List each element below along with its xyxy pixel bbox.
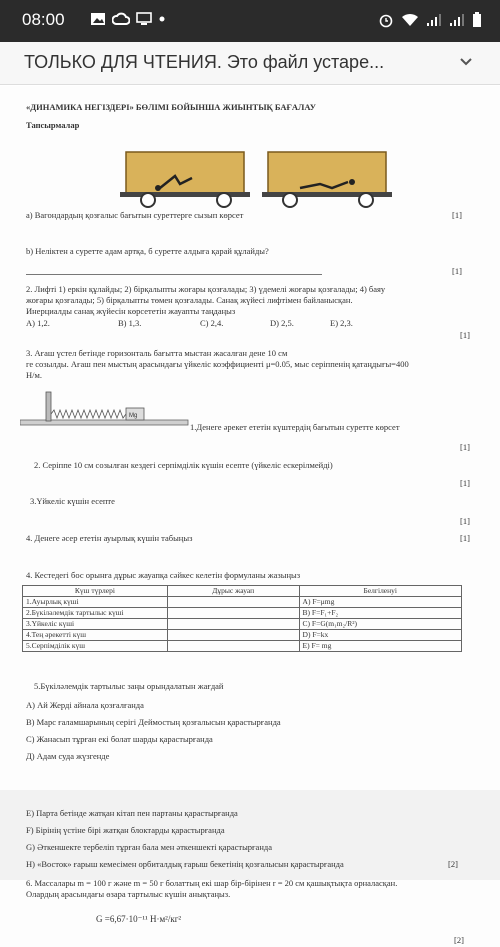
- signal-2-icon: [449, 13, 465, 27]
- q4-text: 4. Кестедегі бос орынға дұрыс жауапқа сәйкес келетін формуланы жазыңыз: [26, 570, 301, 580]
- table-header-row: [23, 586, 462, 597]
- table-row: [23, 597, 462, 608]
- q5-option-g: G) Әткеншекте тербеліп тұрған бала мен әткеншекті қарастырғанда: [26, 842, 272, 852]
- q3-1-text: 1.Денеге әрекет ететін күштердің бағытын суретте көрсет: [190, 422, 400, 432]
- q3-4-text: 4. Денеге әсер ететін ауырлық күшін табыңыз: [26, 533, 193, 543]
- q5-option-e: E) Парта бетінде жатқан кітап пен партаны қарастырғанда: [26, 808, 238, 818]
- q2-option-a: A) 1,2.: [26, 318, 50, 328]
- wifi-icon: [401, 13, 419, 27]
- q3-3-mark: [1]: [460, 516, 470, 526]
- q1a-text: а) Вагондардың қозғалыс бағытын суреттерге сызып көрсет: [26, 210, 244, 220]
- table-row: [23, 630, 462, 641]
- dot-icon: [158, 15, 166, 23]
- status-bar: [0, 0, 500, 42]
- tasks-label: Тапсырмалар: [26, 120, 80, 130]
- table-row: [23, 641, 462, 652]
- read-only-banner[interactable]: [0, 42, 500, 85]
- image-icon: [90, 12, 106, 26]
- table-header: Күш түрлері: [23, 586, 168, 597]
- q3-line2: ге созылды. Ағаш пен мыстың арасындағы үйкеліс коэффициенті μ=0.05, мыс серіппенің қатаңдығы=400: [26, 359, 409, 369]
- table-cell: 1.Ауырлық күші: [23, 597, 168, 608]
- cloud-icon: [112, 12, 130, 26]
- wagon-a: [120, 152, 250, 207]
- q2-option-e: E) 2,3.: [330, 318, 353, 328]
- alarm-icon: [378, 12, 394, 28]
- formula-table: [22, 585, 462, 652]
- q3-3-text: 3.Үйкеліс күшін есепте: [30, 496, 115, 506]
- table-header: Белгіленуі: [299, 586, 461, 597]
- gravitational-constant: G =6,67·10⁻¹¹ Н·м²/кг²: [96, 914, 182, 924]
- q3-line1: 3. Ағаш үстел бетінде горизонталь бағытта мыстан жасалған дене 10 см: [26, 348, 288, 358]
- q3-2-text: 2. Серіппе 10 см созылған кездегі серпімділік күшін есепте (үйкеліс ескерілмейді): [34, 460, 333, 470]
- q2-line1: 2. Лифті 1) еркін құлайды; 2) бірқалыпты жоғары қозғалады; 3) үдемелі жоғары қозғалады; 4) баяу: [26, 284, 386, 294]
- table-row: [23, 619, 462, 630]
- battery-icon: [472, 12, 482, 28]
- q1b-text: b) Неліктен а суретте адам артқа, б суретте алдыға қарай құлайды?: [26, 246, 269, 256]
- q5-option-d: Д) Адам суда жүзгенде: [26, 751, 110, 761]
- q5-option-b: B) Марс ғаламшарының серігі Деймостың қозғалысын қарастырғанда: [26, 717, 281, 727]
- block-label: Mg: [129, 413, 138, 419]
- answer-line: [26, 274, 322, 275]
- wagons-illustration: [120, 148, 392, 210]
- q1a-mark: [1]: [452, 210, 462, 220]
- notification-icons: [90, 12, 166, 26]
- q2-mark: [1]: [460, 330, 470, 340]
- table-cell: 3.Үйкеліс күші: [23, 619, 168, 630]
- tv-icon: [136, 12, 152, 26]
- q1b-mark: [1]: [452, 266, 462, 276]
- q3-line3: Н/м.: [26, 370, 43, 380]
- q2-option-b: B) 1,3.: [118, 318, 142, 328]
- q3-1-mark: [1]: [460, 442, 470, 452]
- table-cell: B) F=F₁+F₂: [299, 608, 461, 619]
- q6-mark: [2]: [454, 935, 464, 945]
- answer-cell[interactable]: [167, 619, 299, 630]
- document-heading: «ДИНАМИКА НЕГІЗДЕРІ» БӨЛІМІ БОЙЫНША ЖИЫНТЫҚ БАҒАЛАУ: [26, 102, 316, 112]
- table-cell: 5.Серпімділік күш: [23, 641, 168, 652]
- answer-cell[interactable]: [167, 608, 299, 619]
- table-cell: 2.Бүкіләлемдік тартылыс күші: [23, 608, 168, 619]
- spring-block-illustration: [20, 386, 190, 428]
- table-cell: E) F= mg: [299, 641, 461, 652]
- table-cell: 4.Тең әрекетті күш: [23, 630, 168, 641]
- document-page: [0, 86, 500, 947]
- q2-line2: жоғары қозғалады; 5) бірқалыпты төмен қозғалады. Санақ жүйесі лифтімен байланысқан.: [26, 295, 353, 305]
- table-cell: C) F=G(m₁m₂/R²): [299, 619, 461, 630]
- q3-4-mark: [1]: [460, 533, 470, 543]
- answer-cell[interactable]: [167, 641, 299, 652]
- q2-line3: Инерциалды санақ жүйесін көрсететін жауапты таңдаңыз: [26, 306, 236, 316]
- q5-option-f: F) Бірінің үстіне бірі жатқан блоктарды қарастырғанда: [26, 825, 225, 835]
- q5-option-a: A) Ай Жерді айнала қозғалғанда: [26, 700, 144, 710]
- q5-option-h: H) «Восток» ғарыш кемесімен орбиталдық ғарыш бекетінің қозғалысын қарастырғанда: [26, 859, 344, 869]
- table-cell: D) F=kx: [299, 630, 461, 641]
- q3-2-mark: [1]: [460, 478, 470, 488]
- q5-mark: [2]: [448, 859, 458, 869]
- answer-cell[interactable]: [167, 630, 299, 641]
- table-row: [23, 608, 462, 619]
- q5-text: 5.Бүкіләлемдік тартылыс заңы орындалатын жағдай: [34, 681, 224, 691]
- table-header: Дұрыс жауап: [167, 586, 299, 597]
- chevron-down-icon[interactable]: [458, 54, 474, 70]
- answer-cell[interactable]: [167, 597, 299, 608]
- clock: 08:00: [22, 10, 65, 29]
- banner-title: ТОЛЬКО ДЛЯ ЧТЕНИЯ. Это файл устаре...: [24, 52, 385, 72]
- system-icons: [378, 12, 482, 28]
- table-cell: A) F=μmg: [299, 597, 461, 608]
- q2-option-d: D) 2,5.: [270, 318, 294, 328]
- signal-1-icon: [426, 13, 442, 27]
- q5-option-c: C) Жанасып тұрған екі болат шарды қарастырғанда: [26, 734, 213, 744]
- wagon-b: [262, 152, 392, 207]
- q6-line2: Олардың арасындағы өзара тартылыс күшін анықтаңыз.: [26, 889, 231, 899]
- q6-line1: 6. Массалары m = 100 г және m = 50 г болаттың екі шар бір-бірінен r = 20 см қашықтықта орналасқан.: [26, 878, 398, 888]
- q2-option-c: C) 2,4.: [200, 318, 224, 328]
